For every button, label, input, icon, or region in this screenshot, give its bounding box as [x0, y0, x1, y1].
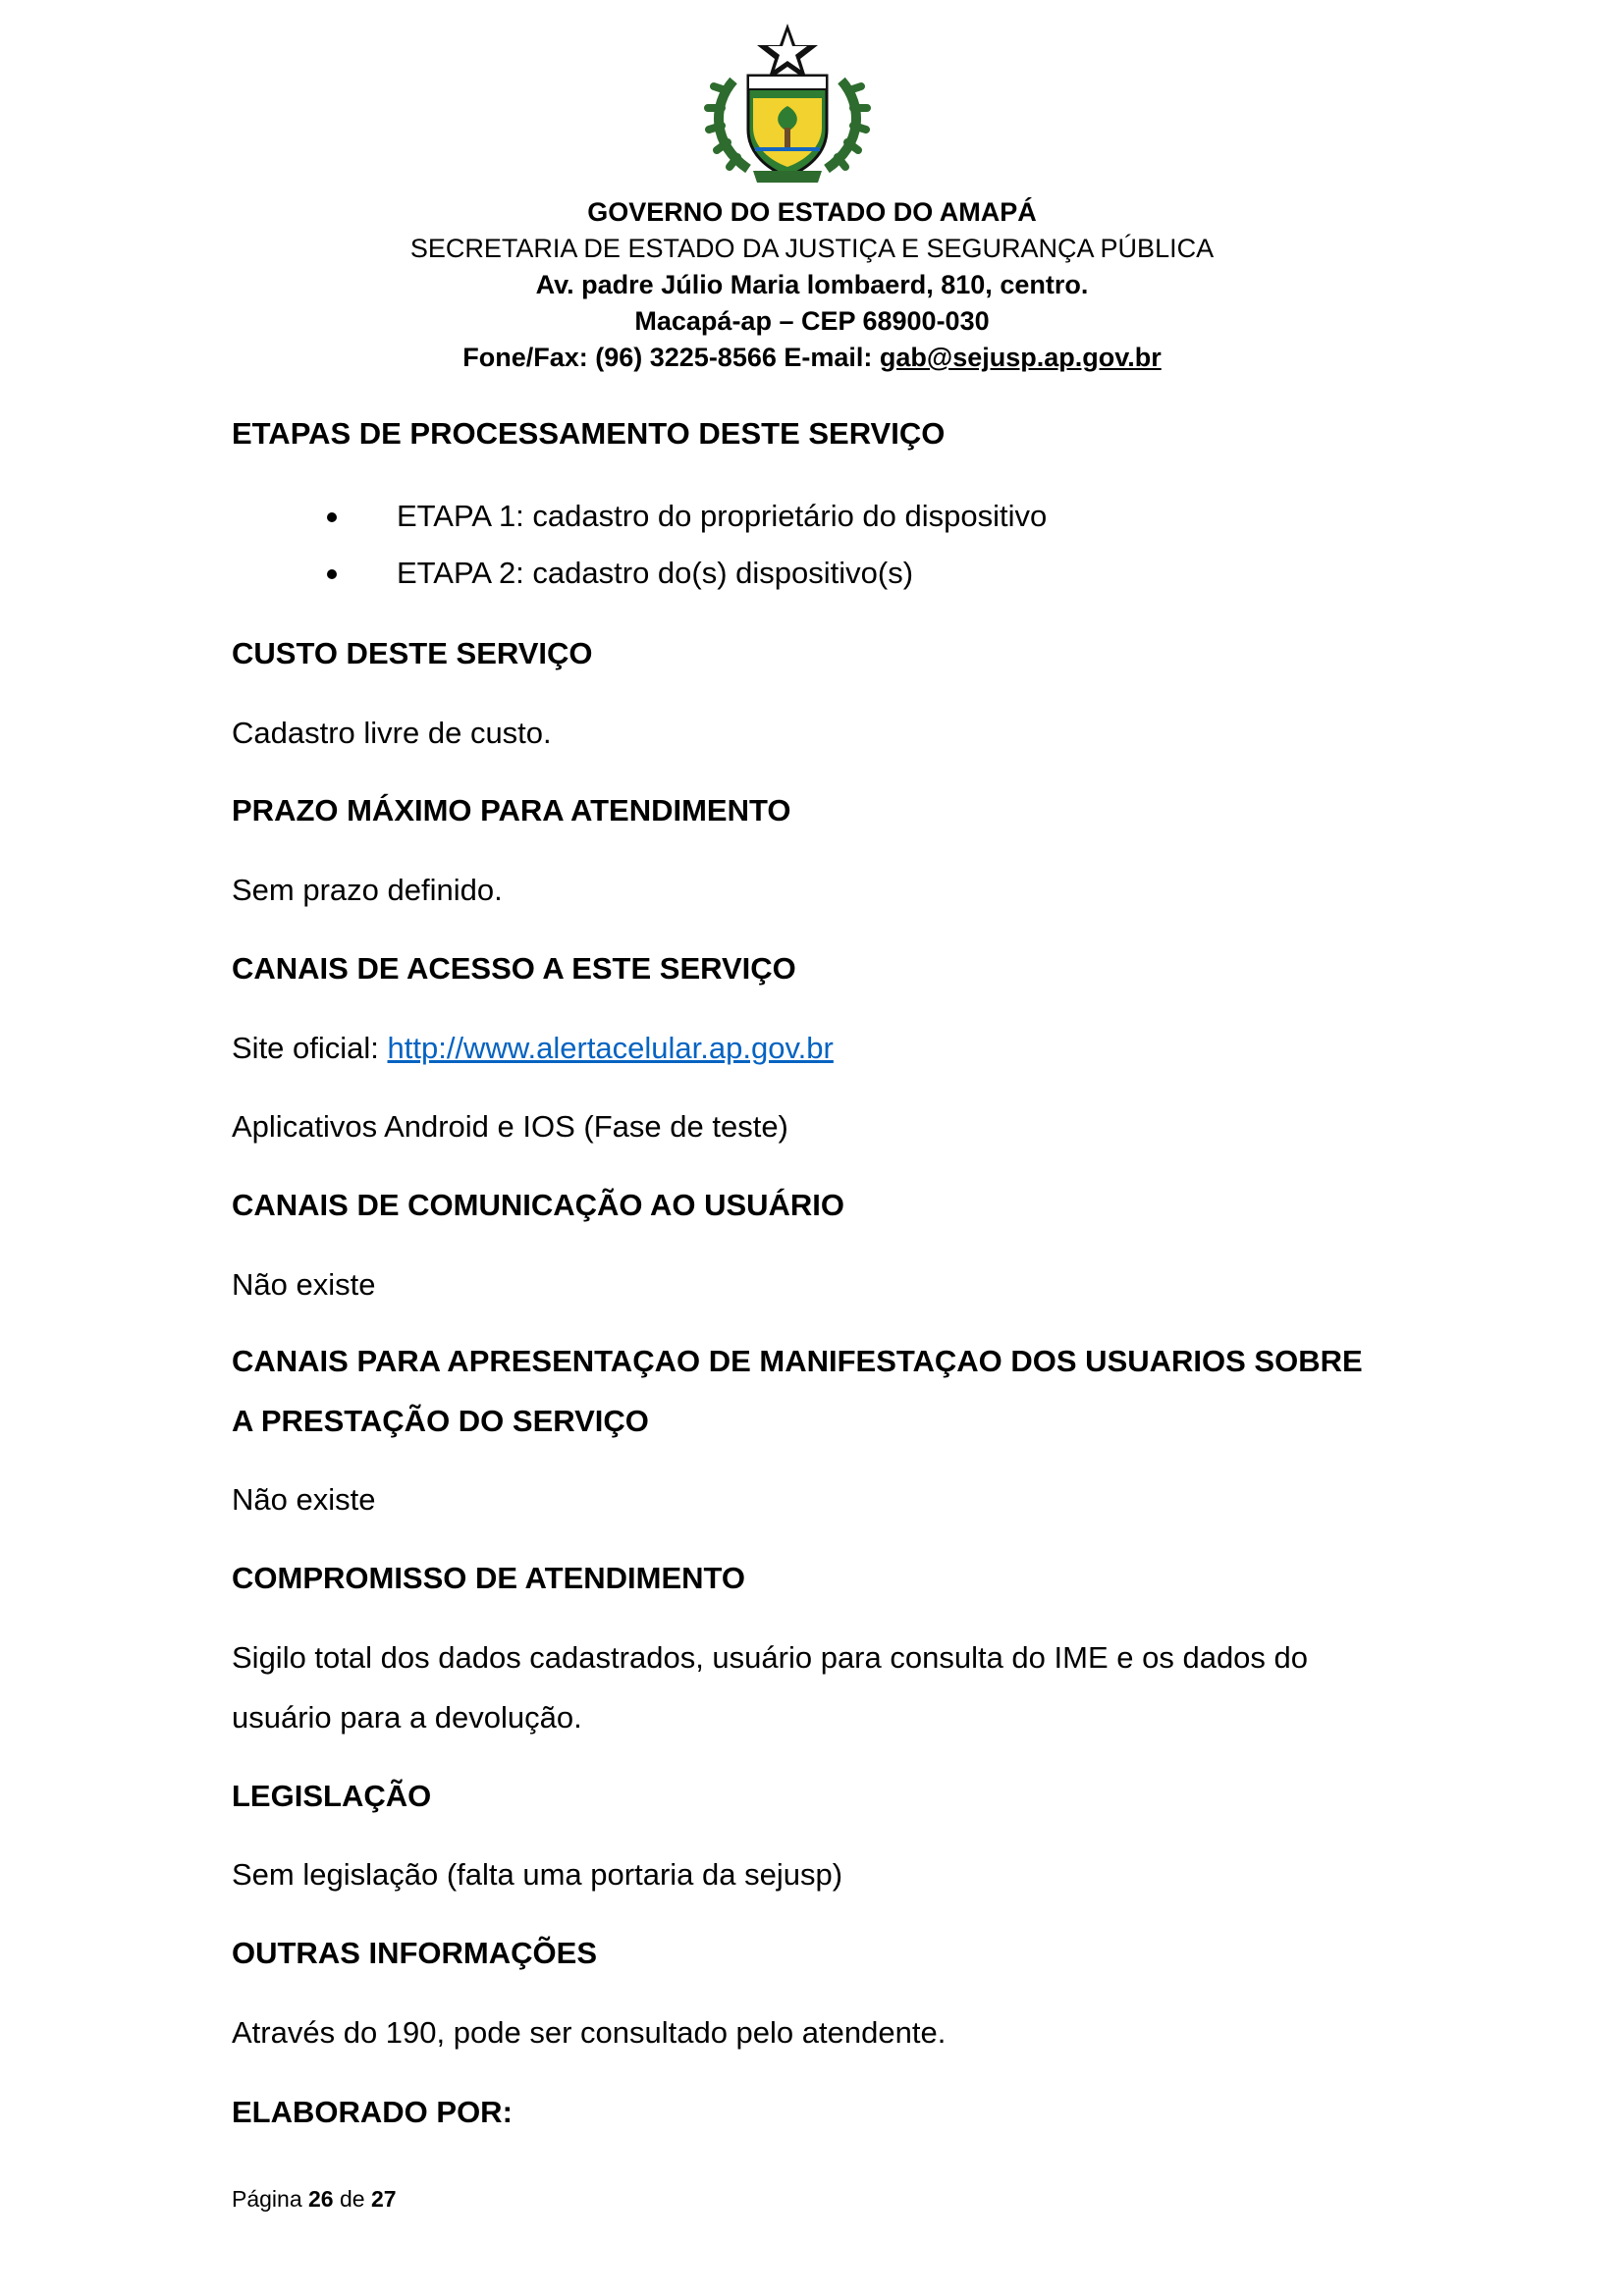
outras-text: Através do 190, pode ser consultado pelo atendente.	[232, 2015, 947, 2050]
city-cep-line: Macapá-ap – CEP 68900-030	[634, 306, 990, 336]
page-label: Página	[232, 2186, 302, 2212]
bullet-icon	[327, 569, 337, 579]
section-title-custo: CUSTO DESTE SERVIÇO	[232, 636, 593, 670]
contact-line	[0, 340, 1624, 376]
section-title-canais-manifestacao-line1: CANAIS PARA APRESENTAÇAO DE MANIFESTAÇAO DOS USUARIOS SOBRE	[232, 1344, 1363, 1378]
section-title-prazo: PRAZO MÁXIMO PARA ATENDIMENTO	[232, 793, 791, 828]
section-title-etapas: ETAPAS DE PROCESSAMENTO DESTE SERVIÇO	[232, 416, 946, 451]
custo-text: Cadastro livre de custo.	[232, 716, 552, 750]
prazo-text: Sem prazo definido.	[232, 873, 503, 907]
list-item-text: ETAPA 2: cadastro do(s) dispositivo(s)	[397, 556, 914, 590]
address-line: Av. padre Júlio Maria lombaerd, 810, centro.	[535, 270, 1089, 299]
canais-manifestacao-text: Não existe	[232, 1482, 376, 1517]
section-title-canais-acesso: CANAIS DE ACESSO A ESTE SERVIÇO	[232, 951, 796, 986]
government-name: GOVERNO DO ESTADO DO AMAPÁ	[587, 197, 1037, 227]
canais-comunicacao-text: Não existe	[232, 1267, 376, 1302]
section-title-legislacao: LEGISLAÇÃO	[232, 1779, 432, 1813]
legislacao-text: Sem legislação (falta uma portaria da sejusp)	[232, 1857, 843, 1892]
section-title-canais-comunicacao: CANAIS DE COMUNICAÇÃO AO USUÁRIO	[232, 1188, 845, 1222]
apps-text: Aplicativos Android e IOS (Fase de teste)	[232, 1109, 788, 1144]
letterhead	[0, 194, 1624, 376]
bullet-icon	[327, 512, 337, 522]
section-title-canais-manifestacao-line2: A PRESTAÇÃO DO SERVIÇO	[232, 1404, 649, 1438]
section-title-elaborado: ELABORADO POR:	[232, 2095, 513, 2129]
page-footer	[232, 2184, 397, 2214]
section-title-outras: OUTRAS INFORMAÇÕES	[232, 1936, 597, 1970]
site-label: Site oficial:	[232, 1031, 388, 1065]
state-coat-of-arms-icon	[694, 22, 881, 188]
total-pages-number: 27	[370, 2186, 397, 2212]
of-label: de	[340, 2186, 365, 2212]
site-line	[232, 1029, 834, 1068]
email-link[interactable]: gab@sejusp.ap.gov.br	[879, 343, 1162, 372]
secretariat-name: SECRETARIA DE ESTADO DA JUSTIÇA E SEGURANÇA PÚBLICA	[409, 234, 1215, 263]
compromisso-text-line1: Sigilo total dos dados cadastrados, usuário para consulta do IME e os dados do	[232, 1640, 1309, 1675]
list-item-text: ETAPA 1: cadastro do proprietário do dispositivo	[397, 499, 1048, 533]
phone-label: Fone/Fax: (96) 3225-8566 E-mail:	[462, 343, 880, 372]
current-page-number: 26	[308, 2186, 334, 2212]
section-title-compromisso: COMPROMISSO DE ATENDIMENTO	[232, 1561, 746, 1595]
site-link[interactable]: http://www.alertacelular.ap.gov.br	[387, 1031, 834, 1065]
compromisso-text-line2: usuário para a devolução.	[232, 1700, 582, 1735]
